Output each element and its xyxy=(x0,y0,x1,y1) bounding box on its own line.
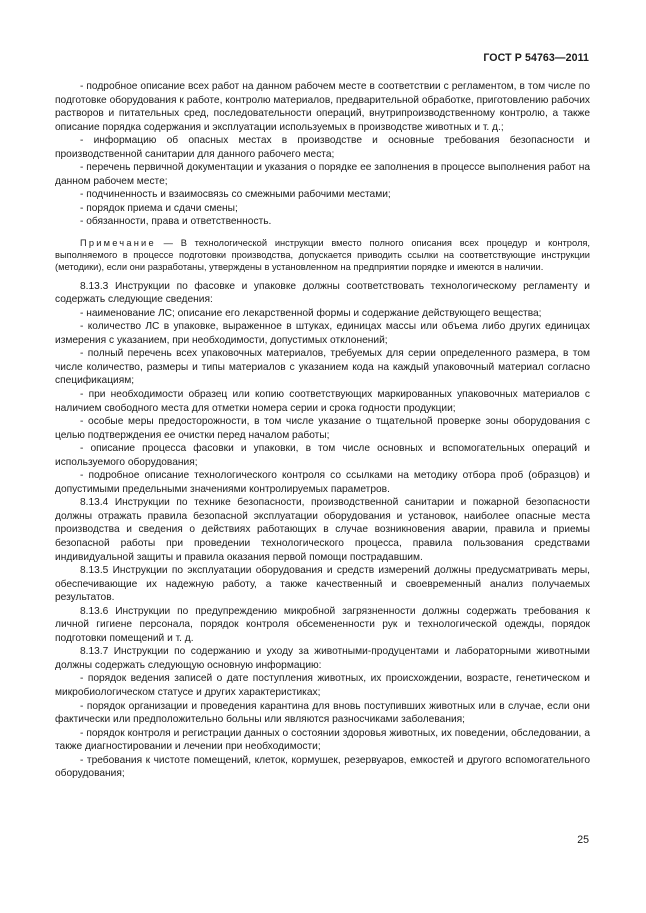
paragraph: - требования к чистоте помещений, клеток, кормушек, резервуаров, емкостей и другого вспомогательного оборудования; xyxy=(55,754,590,780)
paragraph: - наименование ЛС; описание его лекарственной формы и содержание действующего вещества; xyxy=(80,307,542,319)
paragraph: - подробное описание технологического контроля со ссылками на методику отбора проб (образцов) и допустимыми предельными значениями контролируемых параметров. xyxy=(55,470,590,495)
paragraph: - перечень первичной документации и указания о порядке ее заполнения в процессе выполнения работ на данном рабочем месте; xyxy=(55,162,590,187)
paragraph: - порядок приема и сдачи смены; xyxy=(80,202,238,214)
note xyxy=(55,237,590,274)
paragraph: - при необходимости образец или копию соответствующих маркированных упаковочных материалов с наличием свободного места для отметки номера серии и срока годности продукции; xyxy=(55,389,590,414)
paragraph: - количество ЛС в упаковке, выраженное в штуках, единицах массы или объема либо других единицах измерения с указанием, при необходимости, допустимых отклонений; xyxy=(55,321,590,346)
paragraph: 8.13.5 Инструкции по эксплуатации оборудования и средств измерений должны предусматривать меры, обеспечивающие их надежную работу, а также качественный и своевременный анализ получаемых результатов. xyxy=(55,565,590,604)
note-text: — В технологической инструкции вместо полного описания всех процедур и контроля, выполняемого в процессе подготовки производства, допускается приводить ссылки на соответствующие инструкции (методики), если они разработаны, утверждены в установленном на предприятии порядке и имеются в наличии. xyxy=(55,238,590,273)
paragraph: - порядок контроля и регистрации данных о состоянии здоровья животных, их поведении, обследовании, а также диагностировании и лечении при необходимости; xyxy=(55,727,590,753)
paragraph: - подробное описание всех работ на данном рабочем месте в соответствии с регламентом, в том числе по подготовке оборудования к работе, контролю материалов, предварительной обработке, приготовлению рабочих растворов и питательных сред, последовательности операций, внутрипроизводственному контролю, а также описание порядка содержания и эксплуатации используемых в производстве животных и т. д.; xyxy=(55,81,590,133)
paragraph: - информацию об опасных местах в производстве и основные требования безопасности и производственной санитарии для данного рабочего места; xyxy=(55,135,590,160)
paragraph: - особые меры предосторожности, в том числе указание о тщательной проверке зоны оборудования с целью подтверждения ее очистки перед началом работы; xyxy=(55,416,590,441)
document-header: ГОСТ Р 54763—2011 xyxy=(483,52,589,64)
document-body xyxy=(55,80,590,781)
note-label: Примечание xyxy=(80,238,156,249)
paragraph: 8.13.7 Инструкции по содержанию и уходу за животными-продуцентами и лабораторными животными должны содержать следующую основную информацию: xyxy=(55,646,590,671)
paragraph: 8.13.6 Инструкции по предупреждению микробной загрязненности должны содержать требования к личной гигиене персонала, порядок контроля обсемененности рук и технологической одежды, порядок подготовки помещений и т. д. xyxy=(55,605,590,644)
page-number: 25 xyxy=(577,834,589,846)
paragraph: - полный перечень всех упаковочных материалов, требуемых для серии определенного размера, в том числе количество, размеры и типы материалов с указанием кода на каждый упаковочный материал согласно спецификациям; xyxy=(55,348,590,387)
paragraph: - порядок организации и проведения карантина для вновь поступивших животных или в случае, если они фактически или предположительно больны или являются разносчиками заболевания; xyxy=(55,700,590,726)
paragraph: 8.13.4 Инструкции по технике безопасности, производственной санитарии и пожарной безопасности должны отражать правила безопасной эксплуатации оборудования и установок, наиболее опасные места производства и сведения о действиях работающих в случае возникновения аварии, правила и приемы безопасной работы при проведении технологического процесса, правила пользования средствами индивидуальной защиты и правила оказания первой помощи пострадавшим. xyxy=(55,497,590,563)
paragraph: - порядок ведения записей о дате поступления животных, их происхождении, возрасте, генетическом и микробиологическом статусе и других характеристиках; xyxy=(55,673,590,699)
paragraph: - подчиненность и взаимосвязь со смежными рабочими местами; xyxy=(80,189,391,201)
paragraph: - обязанности, права и ответственность. xyxy=(80,216,272,228)
paragraph: 8.13.3 Инструкции по фасовке и упаковке должны соответствовать технологическому регламенту и содержать следующие сведения: xyxy=(55,280,590,306)
paragraph: - описание процесса фасовки и упаковки, в том числе основных и вспомогательных операций и используемого оборудования; xyxy=(55,443,590,468)
